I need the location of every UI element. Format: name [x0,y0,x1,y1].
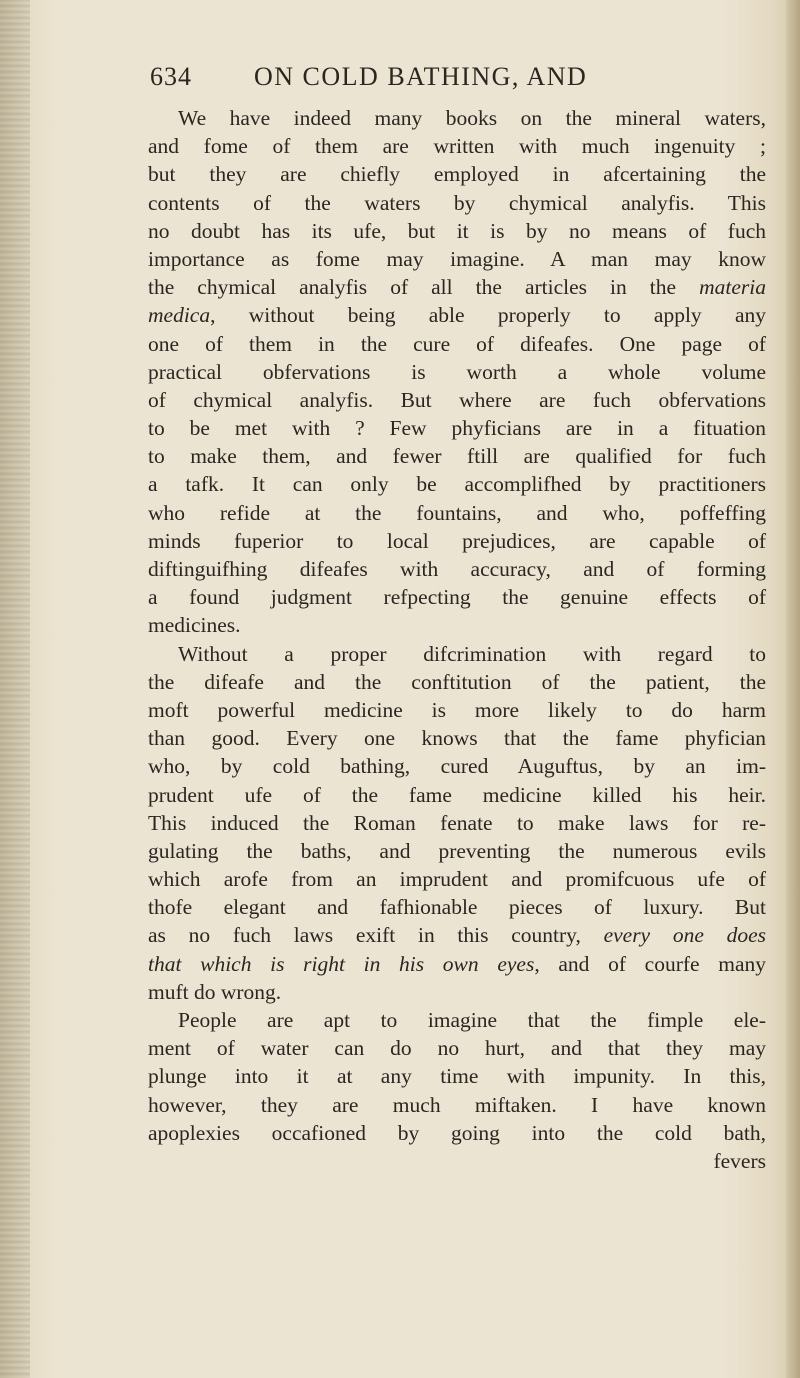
text-line: who, by cold bathing, cured Auguftus, by an im- [148,754,766,779]
text-line: gulating the baths, and preventing the numerous evils [148,838,766,863]
text-line: to be met with ? Few phyficians are in a fituation [148,416,766,441]
text-line: This induced the Roman fenate to make laws for re- [148,810,766,835]
text-line: contents of the waters by chymical analyfis. This [148,190,766,215]
text-line: a found judgment refpecting the genuine effects of [148,585,766,610]
text-line: who refide at the fountains, and who, poffeffing [148,500,766,525]
running-head-title: ON COLD BATHING, AND [254,62,588,91]
text-line: importance as fome may imagine. A man may know [148,246,766,271]
text-line: but they are chiefly employed in afcertaining the [148,162,766,187]
text-line: the chymical analyfis of all the articles in the materia [148,275,766,300]
text-line: practical obfervations is worth a whole volume [148,359,766,384]
text-line: minds fuperior to local prejudices, are capable of [148,528,766,553]
text-line: We have indeed many books on the mineral waters, [178,106,766,130]
text-line: however, they are much miftaken. I have known [148,1092,766,1117]
text-line: one of them in the cure of difeafes. One page of [148,331,766,356]
text-line: medica, without being able properly to apply any [148,303,766,328]
text-line: as no fuch laws exift in this country, every one does [148,923,766,948]
text-line: prudent ufe of the fame medicine killed his heir. [148,782,766,807]
text-line: ment of water can do no hurt, and that they may [148,1036,766,1061]
text-line: thofe elegant and fafhionable pieces of luxury. But [148,895,766,920]
body-text [148,104,766,1175]
text-line: medicines. [148,613,241,638]
text-line: a tafk. It can only be accomplifhed by practitioners [148,472,766,497]
text-line: diftinguifhing difeafes with accuracy, and of forming [148,557,766,581]
text-line: People are apt to imagine that the fimple ele- [178,1008,766,1032]
text-line: plunge into it at any time with impunity. In this, [148,1064,766,1089]
text-line: fevers [713,1148,766,1173]
text-line: apoplexies occafioned by going into the cold bath, [148,1120,766,1145]
text-line: of chymical analyfis. But where are fuch obfervations [148,387,766,412]
text-line: to make them, and fewer ftill are qualified for fuch [148,444,766,469]
page-edge-shadow [786,0,800,1378]
text-line: the difeafe and the conftitution of the patient, the [148,669,766,694]
page-number: 634 [150,62,192,91]
text-line: which arofe from an imprudent and promifcuous ufe of [148,867,766,892]
text-line: Without a proper difcrimination with regard to [178,641,766,666]
text-line: muft do wrong. [148,979,282,1004]
text-line: moft powerful medicine is more likely to do harm [148,697,766,722]
text-line: than good. Every one knows that the fame phyfician [148,726,766,751]
page-gutter-shadow [0,0,30,1378]
text-line: that which is right in his own eyes, and of courfe many [148,951,766,976]
text-line: no doubt has its ufe, but it is by no means of fuch [148,218,766,243]
text-line: and fome of them are written with much ingenuity ; [148,134,766,159]
